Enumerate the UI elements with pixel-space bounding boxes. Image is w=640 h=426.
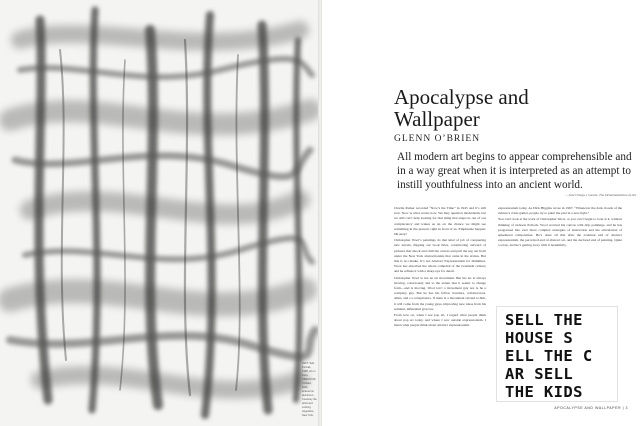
body-paragraph: expressionism today. As Dick Higgins wrote in 1967, “Whenever the dark clouds of the culture’s crisis gather, people try to paint the past in a new light.” xyxy=(498,206,622,216)
abstract-painting-image xyxy=(0,0,318,426)
artwork-text-line: THE KIDS xyxy=(505,383,583,401)
artwork-text-line: AR SELL xyxy=(505,365,574,383)
article-title xyxy=(394,86,624,130)
body-paragraph: Christopher Wool is not an art movement. But his art is always moving, consciously and to the extent that it seems to change form—and is moving. Wool isn’t a movement guy nor is he a company guy. But he has his fellow travelers, collaborators, allies, and co-conspirators. If there is a movement related to him, it will come from the young guys, improving new ideas from his seminal, influential grooves. xyxy=(394,275,486,311)
artwork-text-line: HOUSE S xyxy=(505,329,574,347)
body-paragraph: Charlie Parker recorded “Now’s the Time” in 1945 and it’s still now. Now is what works now. We may question modernism, but we still can’t help looking for that thing that snaps us out of our complacency and wakes us up on the chance we might see something in the present, right in front of us. Emphasize happen: Oh snap! xyxy=(394,206,486,237)
artwork-text-line: SELL THE xyxy=(505,311,583,329)
body-column-1 xyxy=(394,206,486,411)
artwork-text-line: ELL THE C xyxy=(505,347,593,365)
author-byline: GLENN O’BRIEN xyxy=(394,134,481,144)
body-paragraph: Christopher Wool’s paintings do that kind of job of conquering new terrain, flipping our book titles, constructing outward of pictures that shock and chill the canvas and pull the rug out from under the New York abstractionists that came in the sixties. But this is no rebuke. It’s not Abstract Expressionism for Dummies. Wool has absorbed the whole cathedral of the twentieth century and he refines it with a sharp eye for detail. xyxy=(394,238,486,274)
image-caption: LEFT: Self-Portrait, 1998, oil on linen. PREVIOUS: Untitled, 2011, enamel on aluminum. Courtesy the artist and Luhring Augustine, New York. xyxy=(302,362,317,417)
title-line-2: Wallpaper xyxy=(394,107,480,131)
footer-section-name: APOCALYPSE AND WALLPAPER xyxy=(554,406,622,410)
page-footer xyxy=(554,406,628,410)
article-deck: All modern art begins to appear comprehensible and in a way great when it is interpreted as an attempt to instill youthfulness into an ancient world. xyxy=(397,151,632,191)
body-paragraph: You can’t look at the work of Christopher Wool, or you can’t begin to look at it, without thinking of Jackson Pollock. Wool worried his canvas with drip paintings, and he has progressed into ever more complex strategies of abstraction and the articulation of ephemeral composition. He’s done all this after the eventual end of abstract expressionism, the perceived end of abstract art, and the declared end of painting. Quite a scrap, and he’s getting away with it beautifully. xyxy=(498,217,622,248)
body-paragraph: From now on, when I see pop art, I regard what people think about pop art today, and where I saw outside expressionism. I mean what people think about abstract expressionism. xyxy=(394,313,486,328)
body-column-2 xyxy=(498,206,622,288)
word-painting-artwork xyxy=(496,306,618,402)
left-page xyxy=(0,0,318,426)
title-line-1: Apocalypse and xyxy=(394,85,529,109)
page-number: 3 xyxy=(625,406,628,410)
footer-separator: | xyxy=(622,406,626,410)
epigraph-attribution: —José Ortega y Gasset, The Dehumanization of Art xyxy=(565,193,636,197)
